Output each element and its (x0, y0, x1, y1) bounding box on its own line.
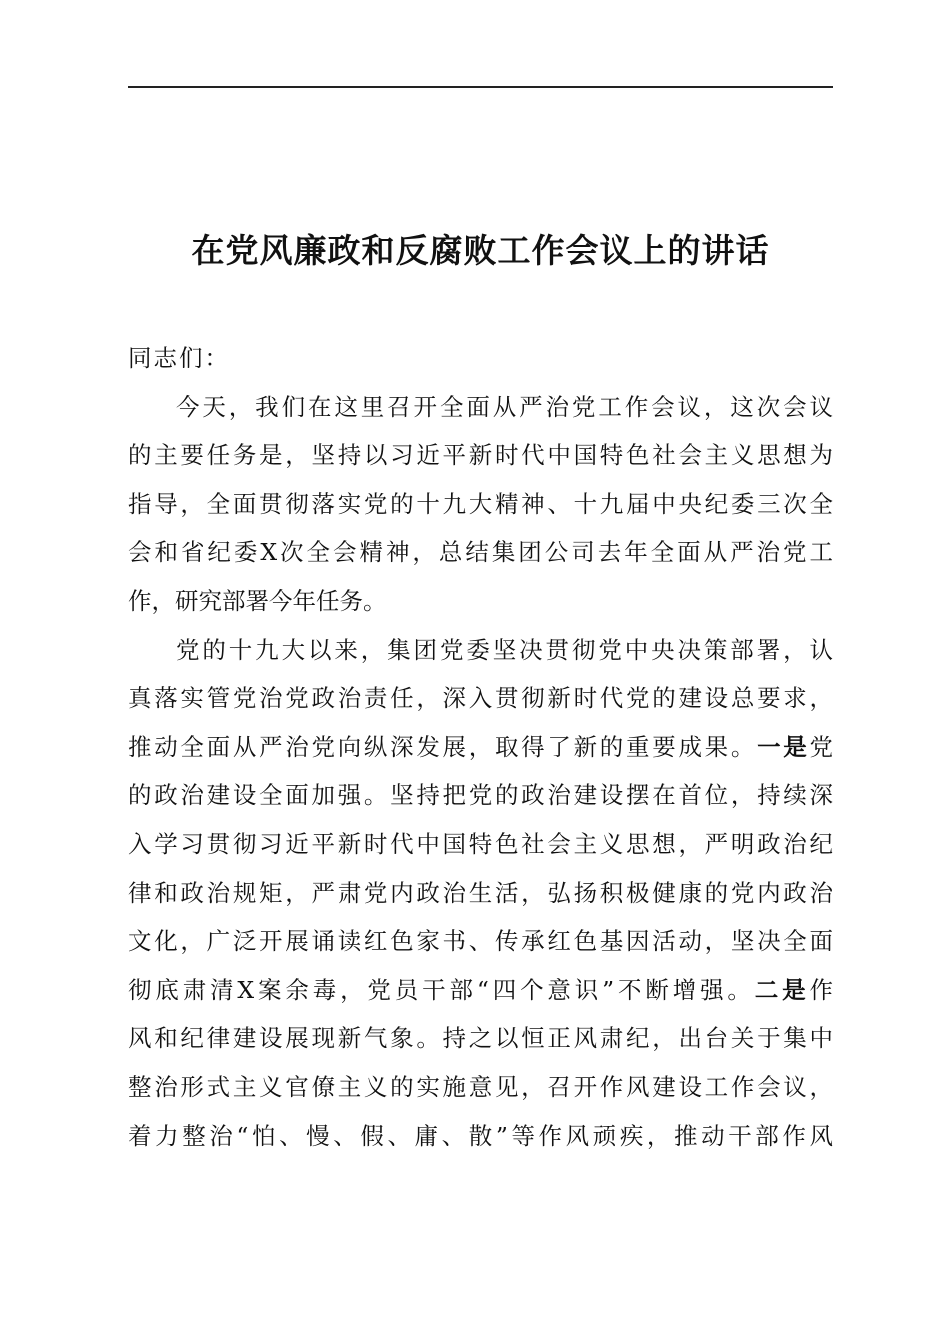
paragraph-line: 今天，我们在这里召开全面从严治党工作会议，这次会议 (176, 392, 833, 421)
paragraph-line: 整治形式主义官僚主义的实施意见，召开作风建设工作会议， (128, 1072, 833, 1101)
paragraph-line: 文化，广泛开展诵读红色家书、传承红色基因活动，坚决全面 (128, 927, 833, 956)
paragraph-line: 作，研究部署今年任务。 (128, 586, 387, 615)
paragraph-line: 的政治建设全面加强。坚持把党的政治建设摆在首位，持续深 (128, 781, 833, 810)
paragraph-line: 律和政治规矩，严肃党内政治生活，弘扬积极健康的党内政治 (128, 878, 833, 907)
salutation: 同志们： (128, 344, 230, 372)
paragraph-line: 彻底肃清X案余毒，党员干部“四个意识”不断增强。二是作 (128, 975, 833, 1004)
paragraph-line: 推动全面从严治党向纵深发展，取得了新的重要成果。一是党 (128, 732, 834, 761)
paragraph-line: 着力整治“怕、慢、假、庸、散”等作风顽疾，推动干部作风 (128, 1121, 833, 1150)
emphasis-marker: 二是 (754, 975, 810, 1004)
paragraph-line: 指导，全面贯彻落实党的十九大精神、十九届中央纪委三次全 (128, 489, 833, 518)
paragraph-line: 党的十九大以来，集团党委坚决贯彻党中央决策部署，认 (176, 635, 833, 664)
paragraph-line: 入学习贯彻习近平新时代中国特色社会主义思想，严明政治纪 (128, 829, 833, 858)
paragraph-line: 会和省纪委X次全会精神，总结集团公司去年全面从严治党工 (128, 538, 833, 567)
document-title: 在党风廉政和反腐败工作会议上的讲话 (191, 231, 770, 270)
header-rule (128, 86, 833, 88)
emphasis-marker: 一是 (757, 732, 810, 761)
document-body (128, 334, 833, 1160)
paragraph-line: 的主要任务是，坚持以习近平新时代中国特色社会主义思想为 (128, 441, 833, 470)
paragraph-line: 真落实管党治党政治责任，深入贯彻新时代党的建设总要求， (128, 684, 833, 713)
paragraph-line: 风和纪律建设展现新气象。持之以恒正风肃纪，出台关于集中 (128, 1024, 833, 1053)
